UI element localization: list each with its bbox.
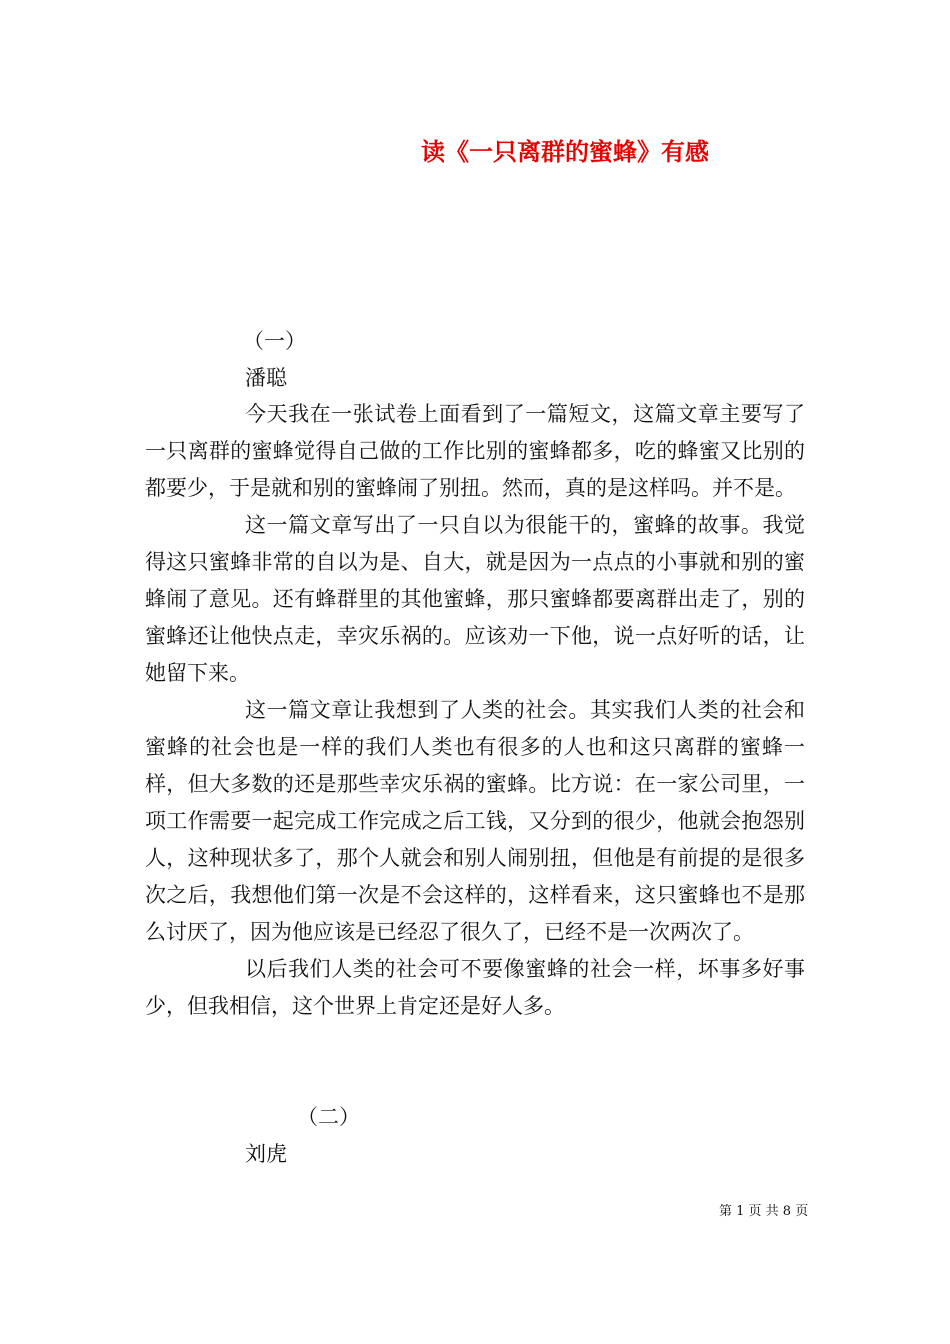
paragraph: 今天我在一张试卷上面看到了一篇短文，这篇文章主要写了一只离群的蜜蜂觉得自己做的工作比别的蜜蜂都多，吃的蜂蜜又比别的都要少，于是就和别的蜜蜂闹了别扭。然而，真的是这样吗。并不是。 (145, 402, 805, 500)
section-two-label: （二） (297, 1105, 360, 1129)
paragraph: 以后我们人类的社会可不要像蜜蜂的社会一样，坏事多好事少，但我相信，这个世界上肯定还是好人多。 (145, 957, 805, 1018)
author-two: 刘虎 (245, 1142, 287, 1166)
page-title: 读《一只离群的蜜蜂》有感 (421, 137, 709, 166)
article-body-one (145, 396, 805, 1025)
author-one: 潘聪 (245, 366, 287, 390)
page-indicator: 第 1 页 共 8 页 (719, 1204, 809, 1219)
paragraph: 这一篇文章写出了一只自以为很能干的，蜜蜂的故事。我觉得这只蜜蜂非常的自以为是、自大，就是因为一点点的小事就和别的蜜蜂闹了意见。还有蜂群里的其他蜜蜂，那只蜜蜂都要离群出走了，别的蜜蜂还让他快点走，幸灾乐祸的。应该劝一下他，说一点好听的话，让她留下来。 (145, 513, 805, 685)
section-one-label: （一） (243, 329, 306, 353)
paragraph: 这一篇文章让我想到了人类的社会。其实我们人类的社会和蜜蜂的社会也是一样的我们人类也有很多的人也和这只离群的蜜蜂一样，但大多数的还是那些幸灾乐祸的蜜蜂。比方说：在一家公司里，一项工作需要一起完成工作完成之后工钱，又分到的很少，他就会抱怨别人，这种现状多了，那个人就会和别人闹别扭，但他是有前提的是很多次之后，我想他们第一次是不会这样的，这样看来，这只蜜蜂也不是那么讨厌了，因为他应该是已经忍了很久了，已经不是一次两次了。 (145, 698, 805, 944)
